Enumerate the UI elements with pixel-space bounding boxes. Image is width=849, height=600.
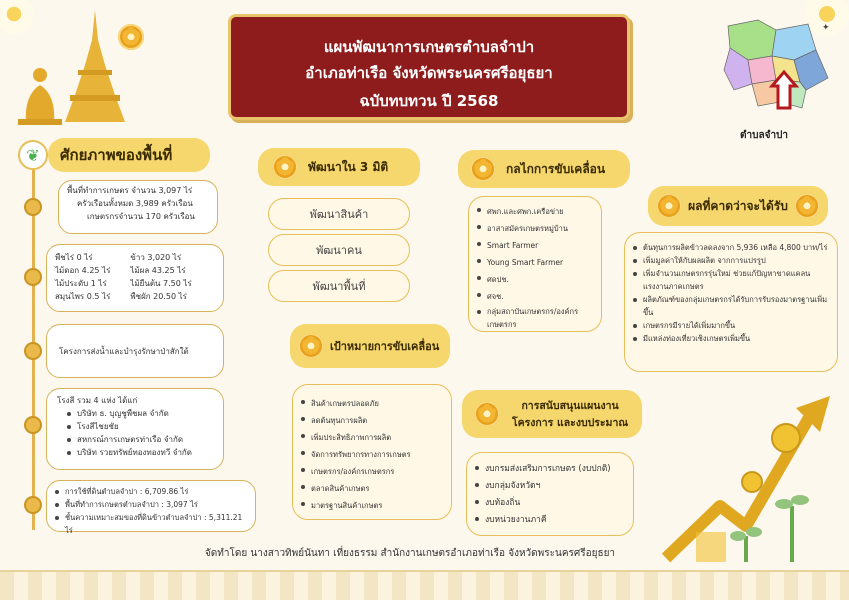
mechanism-header: [458, 150, 630, 188]
mechanism-item: กลุ่มสถาบันเกษตรกร/องค์กรเกษตรกร: [477, 305, 593, 331]
flower-icon: [794, 193, 820, 219]
support-box: [466, 452, 634, 536]
expected-item: เพิ่มมูลค่าให้กับผลผลิต จากการแปรรูป: [633, 254, 829, 267]
develop-header: [258, 148, 420, 186]
expected-item: มีแหล่งท่องเที่ยวเชิงเกษตรเพิ่มขึ้น: [633, 332, 829, 345]
footer-pattern: [0, 570, 849, 600]
flower-icon: [470, 156, 496, 182]
rice-mills-title: โรงสี รวม 4 แห่ง ได้แก่: [57, 396, 138, 405]
flower-icon: [272, 154, 298, 180]
mechanism-box: [468, 196, 602, 332]
target-box: [292, 384, 452, 520]
develop-item: พัฒนาสินค้า: [268, 198, 410, 230]
develop-item: พัฒนาพื้นที่: [268, 270, 410, 302]
land-use-item: การใช้ที่ดินตำบลจำปา : 6,709.86 ไร่: [55, 485, 247, 498]
target-header: [290, 324, 450, 368]
timeline-dot: [24, 198, 42, 216]
land-use-item: ชั้นความเหมาะสมของที่ดินข้าวตำบลจำปา : 5,311.21 ไร่: [55, 511, 247, 537]
expected-item: เกษตรกรมีรายได้เพิ่มมากขึ้น: [633, 319, 829, 332]
target-item: ตลาดสินค้าเกษตร: [301, 480, 443, 497]
target-item: เกษตรกร/องค์กรเกษตรกร: [301, 463, 443, 480]
support-item: งบกรมส่งเสริมการเกษตร (งบปกติ): [475, 461, 625, 478]
expected-item: เพิ่มจำนวนเกษตรกรรุ่นใหม่ ช่วยแก้ปัญหาขาดแคลนแรงงานภาคเกษตร: [633, 267, 829, 293]
target-header-text: เป้าหมายการขับเคลื่อน: [330, 340, 440, 353]
crop-area: พืชผัก 20.50 ไร่: [130, 292, 187, 301]
expected-header: [648, 186, 828, 226]
support-header-line1: การสนับสนุนแผนงาน: [521, 400, 619, 412]
target-item: เพิ่มประสิทธิภาพการผลิต: [301, 429, 443, 446]
district-map: [718, 16, 836, 126]
title-line-2: อำเภอท่าเรือ จังหวัดพระนครศรีอยุธยา: [305, 64, 553, 82]
mechanism-header-text: กลไกการขับเคลื่อน: [506, 161, 606, 176]
crop-area: ไม้ยืนต้น 7.50 ไร่: [130, 279, 192, 288]
mechanism-item: Young Smart Farmer: [477, 254, 593, 271]
flower-icon: [298, 333, 324, 359]
rice-mill-item: บริษัท ธ. บุญชูพืชผล จำกัด: [67, 407, 213, 420]
potential-box1-line: ครัวเรือนทั้งหมด 3,989 ครัวเรือน: [77, 199, 193, 208]
potential-header: ศักยภาพของพื้นที่: [48, 138, 210, 172]
mechanism-item: ศจช.: [477, 288, 593, 305]
mechanism-item: ศดปช.: [477, 271, 593, 288]
timeline-dot: [24, 416, 42, 434]
crop-area: ไม้ผล 43.25 ไร่: [130, 266, 186, 275]
support-item: งบกลุ่มจังหวัดฯ: [475, 478, 625, 495]
potential-box-1: [58, 180, 218, 234]
seedling-icon: ❦: [18, 140, 48, 170]
rice-mill-item: สหกรณ์การเกษตรท่าเรือ จำกัด: [67, 433, 213, 446]
title-line-3: ฉบับทบทวน ปี 2568: [359, 92, 499, 110]
potential-box1-line: พื้นที่ทำการเกษตร จำนวน 3,097 ไร่: [67, 186, 193, 195]
svg-text:✦: ✦: [822, 23, 830, 33]
potential-box-3: [46, 324, 224, 378]
crop-area: ไม้ประดับ 1 ไร่: [55, 279, 107, 288]
target-item: ลดต้นทุนการผลิต: [301, 412, 443, 429]
target-item: จัดการทรัพยากรทางการเกษตร: [301, 446, 443, 463]
growth-arrow-icon: [660, 386, 840, 566]
mechanism-item: Smart Farmer: [477, 237, 593, 254]
title-banner: [228, 14, 630, 120]
potential-box-4: [46, 388, 224, 470]
mechanism-item: อาสาสมัครเกษตรหมู่บ้าน: [477, 220, 593, 237]
potential-box-2: [46, 244, 224, 312]
potential-box-5: [46, 480, 256, 535]
timeline-dot: [24, 496, 42, 514]
develop-item: พัฒนาคน: [268, 234, 410, 266]
expected-item: ผลิตภัณฑ์ของกลุ่มเกษตรกรได้รับการรับรองมาตรฐานเพิ่มขึ้น: [633, 293, 829, 319]
expected-box: [624, 232, 838, 372]
develop-header-text: พัฒนาใน 3 มิติ: [308, 159, 389, 174]
rice-mill-item: บริษัท รวยทรัพย์ทองทองทวี จำกัด: [67, 446, 213, 459]
irrigation-project: โครงการส่งน้ำและบำรุงรักษาป่าสักใต้: [59, 346, 189, 356]
support-item: งบท้องถิ่น: [475, 495, 625, 512]
rice-mill-item: โรงสีไชยชัย: [67, 420, 213, 433]
footer-credit: จัดทำโดย นางสาวทิพย์นันทา เที่ยงธรรม สำนักงานเกษตรอำเภอท่าเรือ จังหวัดพระนครศรีอยุธยา: [204, 548, 616, 559]
buddha-icon: [18, 65, 62, 125]
crop-area: ข้าว 3,020 ไร่: [130, 253, 182, 262]
support-item: งบหน่วยงานภาคี: [475, 512, 625, 529]
flower-icon: [474, 401, 500, 427]
target-item: มาตรฐานสินค้าเกษตร: [301, 497, 443, 514]
frangipani-flower-icon: [0, 0, 34, 34]
flower-icon: [118, 24, 144, 50]
target-item: สินค้าเกษตรปลอดภัย: [301, 395, 443, 412]
crop-area: สมุนไพร 0.5 ไร่: [55, 292, 111, 301]
expected-header-text: ผลที่คาดว่าจะได้รับ: [688, 198, 788, 213]
timeline-dot: [24, 342, 42, 360]
mechanism-item: ศพก.และศพก.เครือข่าย: [477, 203, 593, 220]
potential-box1-line: เกษตรกรจำนวน 170 ครัวเรือน: [87, 212, 195, 221]
land-use-item: พื้นที่ทำการเกษตรตำบลจำปา : 3,097 ไร่: [55, 498, 247, 511]
expected-item: ต้นทุนการผลิตข้าวลดลงจาก 5,936 เหลือ 4,800 บาท/ไร่: [633, 241, 829, 254]
timeline-dot: [24, 268, 42, 286]
crop-area: ไม้ดอก 4.25 ไร่: [55, 266, 111, 275]
map-label: ตำบลจำปา: [740, 130, 789, 141]
title-line-1: แผนพัฒนาการเกษตรตำบลจำปา: [323, 38, 535, 56]
crop-area: พืชไร่ 0 ไร่: [55, 253, 93, 262]
flower-icon: [656, 193, 682, 219]
support-header-line2: โครงการ และงบประมาณ: [512, 417, 629, 429]
support-header: [462, 390, 642, 438]
